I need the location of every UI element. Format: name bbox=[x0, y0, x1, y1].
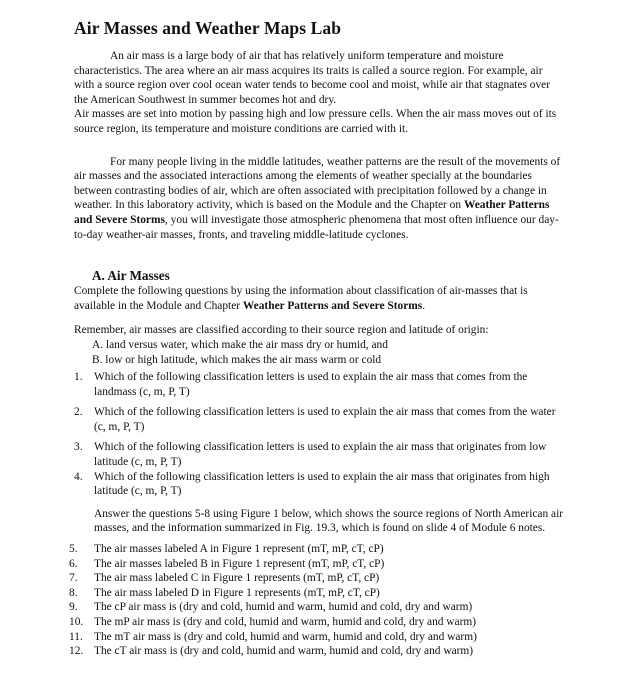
question-number: 10. bbox=[69, 616, 84, 628]
question-text: The cP air mass is (dry and cold, humid and warm, humid and cold, dry and warm) bbox=[94, 601, 473, 614]
intro-2-text-post: , you will investigate those atmospheric phenomena that most often influence our day-to-day weather-air masses, fronts, and traveling middle-latitude cyclones. bbox=[74, 213, 559, 241]
question-text: The mP air mass is (dry and cold, humid and warm, humid and cold, dry and warm) bbox=[94, 616, 477, 628]
instructions-post: . bbox=[422, 299, 426, 312]
question-item bbox=[74, 440, 564, 469]
remember-note: Remember, air masses are classified according to their source region and latitude of origin: bbox=[74, 324, 489, 337]
question-number: 1. bbox=[74, 371, 83, 384]
question-item bbox=[69, 600, 564, 615]
questions-1-4 bbox=[74, 370, 564, 499]
question-number: 4. bbox=[74, 470, 83, 483]
question-text: The air mass labeled C in Figure 1 represents (mT, mP, cT, cP) bbox=[94, 572, 380, 585]
question-number: 6. bbox=[69, 557, 78, 570]
section-heading-air-masses: A. Air Masses bbox=[92, 268, 170, 284]
question-item bbox=[74, 370, 564, 399]
question-item bbox=[74, 470, 564, 499]
instructions-pre: Complete the following questions by using the information about classification of air-masses that is available in the Module and Chapter bbox=[74, 285, 528, 312]
question-item bbox=[69, 571, 564, 586]
question-number: 11. bbox=[69, 630, 83, 643]
question-text: The air masses labeled A in Figure 1 represent (mT, mP, cT, cP) bbox=[94, 543, 384, 556]
question-text: The cT air mass is (dry and cold, humid and warm, humid and cold, dry and warm) bbox=[94, 645, 474, 658]
question-number: 2. bbox=[74, 406, 83, 419]
chapter-title-bold: Weather Patterns and Severe Storms bbox=[74, 199, 550, 226]
point-a: A. land versus water, which make the air mass dry or humid, and bbox=[92, 338, 388, 351]
section-instructions bbox=[74, 284, 564, 313]
question-item bbox=[69, 644, 564, 659]
intro-paragraph-2 bbox=[74, 155, 564, 243]
intro-2-text-pre: For many people living in the middle latitudes, weather patterns are the result of the movements of air masses and the associated interactions among the elements of weather specially at the boundaries between contrasting bodies of air, which are often associated with precipitation followed by a change in weather. In this laboratory activity, which is based on the Module and the Chapter on bbox=[74, 155, 561, 212]
question-text: The air masses labeled B in Figure 1 represent (mT, mP, cT, cP) bbox=[94, 557, 385, 570]
question-number: 7. bbox=[69, 572, 78, 585]
instructions-chapter-bold: Weather Patterns and Severe Storms bbox=[242, 299, 423, 312]
question-text: Which of the following classification letters is used to explain the air mass that comes from the water (c, m, P, T) bbox=[94, 406, 556, 433]
question-number: 3. bbox=[74, 441, 83, 454]
question-text: The air mass labeled D in Figure 1 represents (mT, mP, cT, cP) bbox=[94, 586, 380, 599]
question-number: 5. bbox=[69, 543, 78, 556]
question-text: Which of the following classification letters is used to explain the air mass that originates from high latitude (c, m, P, T) bbox=[94, 470, 550, 498]
document-page bbox=[69, 18, 564, 659]
question-item bbox=[74, 405, 564, 434]
question-item bbox=[69, 542, 564, 557]
question-text: Which of the following classification letters is used to explain the air mass that originates from low latitude (c, m, P, T) bbox=[94, 441, 547, 469]
question-item bbox=[69, 615, 564, 630]
question-item bbox=[69, 557, 564, 572]
page-title: Air Masses and Weather Maps Lab bbox=[74, 18, 342, 38]
intro-paragraph-1 bbox=[74, 49, 564, 137]
point-b: B. low or high latitude, which makes the air mass warm or cold bbox=[92, 353, 382, 366]
questions-5-12 bbox=[69, 542, 564, 659]
question-item bbox=[69, 586, 564, 601]
question-text: The mT air mass is (dry and cold, humid and warm, humid and cold, dry and warm) bbox=[94, 630, 477, 643]
question-number: 12. bbox=[69, 645, 84, 658]
answer-instructions: Answer the questions 5-8 using Figure 1 below, which shows the source regions of North American air masses, and the information summarized in Fig. 19.3, which is found on slide 4 of Module 6 notes. bbox=[94, 507, 564, 535]
intro-1b-text: Air masses are set into motion by passing high and low pressure cells. When the air mass moves out of its source region, its temperature and moisture conditions are carried with it. bbox=[74, 108, 557, 135]
question-number: 9. bbox=[69, 601, 78, 614]
question-number: 8. bbox=[69, 586, 78, 599]
question-text: Which of the following classification letters is used to explain the air mass that comes from the landmass (c, m, P, T) bbox=[94, 371, 528, 398]
question-item bbox=[69, 630, 564, 645]
intro-1-text: An air mass is a large body of air that has relatively uniform temperature and moisture characteristics. The area where an air mass acquires its traits is called a source region. For example, air with a source region over cool ocean water tends to become cool and moist, while air that stagnates over the American Southwest in summer becomes hot and dry. bbox=[74, 50, 551, 106]
